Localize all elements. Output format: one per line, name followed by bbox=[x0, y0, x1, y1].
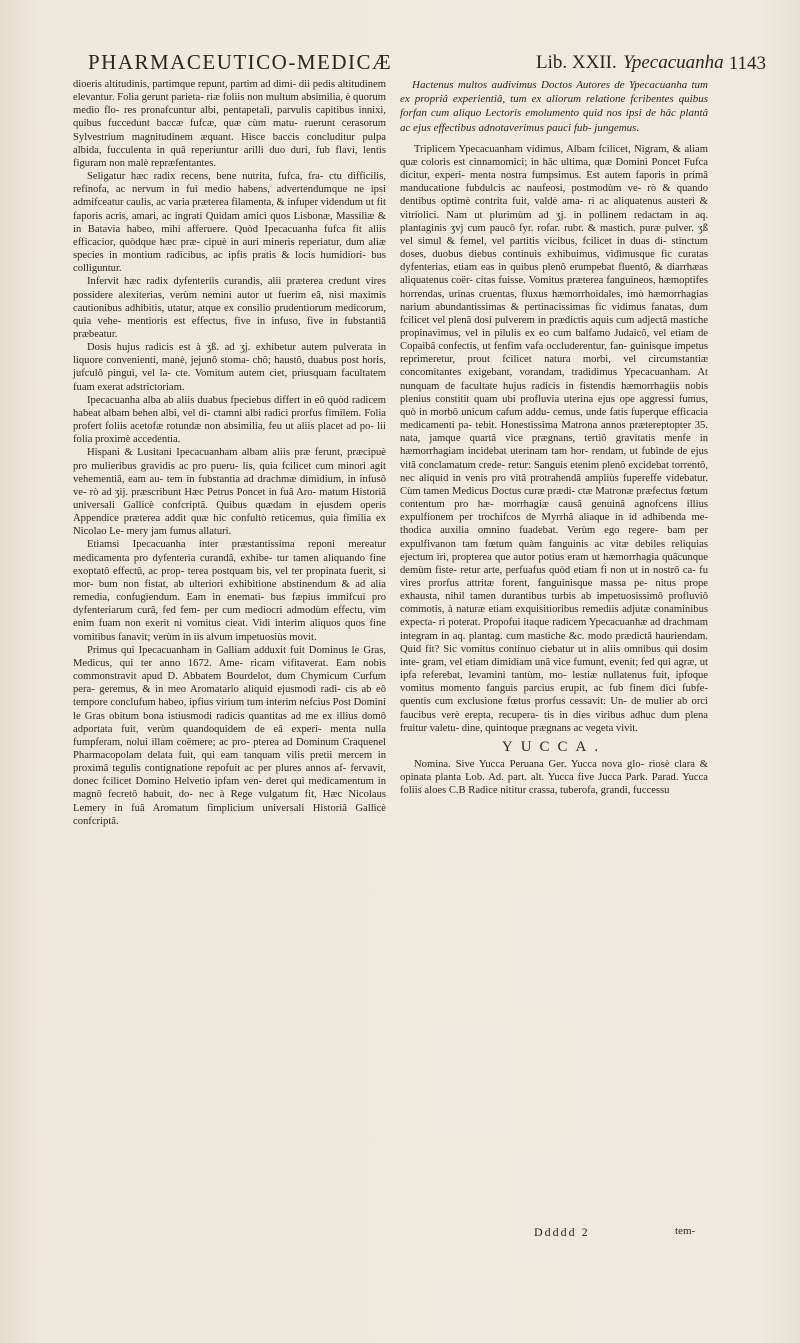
paragraph: Etiamsi Ipecacuanha inter præstantissima reponi mereatur medicamenta pro dyfenteria curandâ, exhibe- tur tamen aliquando fine exoptatô effectû, ac prop- terea postquam bis, vel ter propinata fuerit, si mor- bum non fistat, ab ulteriori exhibitione abstinendum & ad alia remedia, confugiendum. Eam in enemati- bus fæpius immifcui pro dyfenteriarum curâ, fed fem- per cum mediocri admodùm effectu, vim enim fuam non exerit ni vomitus cieat. Vidi interim aliquos quos fine vomitibus fanavit; verùm in iis alvum impetuosiùs movit. bbox=[73, 539, 386, 643]
catchword: tem- bbox=[675, 1225, 696, 1237]
right-column bbox=[400, 78, 708, 797]
paragraph: Seligatur hæc radix recens, bene nutrita, fufca, fra- ctu difficilis, refinofa, ac nervum in fui medio habens, advertendumque ne ipsi admifceatur caulis, ac varia præterea filamenta, & infuper videndum ut fit faporis acris, amari, ac ingrati Quidam amici quos Lisbonæ, Massiliæ & in Batavia habeo, mihi afferuere. Quòd Ipecacuanha fufca fit aliis efficacior, quòdque hæc præ- cipuè in auri mineris reperiatur, dum aliæ species in montium radicibus, ac ipfis pratis & locis humidiori- bus colliguntur. bbox=[73, 171, 386, 275]
paragraph: Hispani & Lusitani Ipecacuanham albam aliis præ ferunt, præcipuè pro mulieribus gravidis ac pro pueru- lis, quia fcilicet cum minori agit vehementiâ, eam au- tem in fubstantia ad drachmæ dimidium, in infusô ve- rò ad ʒij. præscribunt Hæc Petrus Poncet in fuâ Aro- matum Historiâ universali Gallicè confcriptâ. Quibus quædam in ejusdem operis Appendice præterea addit quæ hic confultò reticemus, quia fimilia ex Nicolao Le- mery jam fumus allaturi. bbox=[73, 447, 386, 538]
paragraph: Infervit hæc radix dyfenteriis curandis, alii præterea credunt vires possidere alexiterias, verùm nemini autor ut fuerim eâ, nisi maximis cautionibus adhibitis, utatur, atque ex consilio prudentiorum medicorum, quia vehe- mentioris est effectus, five in infuso, five in fubstantiâ præbeatur. bbox=[73, 276, 386, 340]
section-heading-yucca: YUCCA. bbox=[501, 738, 607, 755]
book-number: Lib. XXII. bbox=[536, 52, 617, 73]
page-header bbox=[88, 50, 766, 76]
paragraph: Primus qui Ipecacuanham in Galliam adduxit fuit Dominus le Gras, Medicus, qui ter anno 1672. Ame- ricam vifitaverat. Eam nobis commonstravit apud D. Abbatem Bourdelot, dum Chymicum Curfum pera- geremus, & in meo Aromatario aliquid ejusmodi radi- cis ab eô tempore conclufum habeo, ipfius virium tum interim nefcius Post Domini le Gras obitum bona istiusmodi radicis quantitas ad me ex illius domô adportata fuit, verùm quandoquidem de eâ experi- menta nulla fumpferam, nolui illam coëmere; ac pro- pterea ad Dominum Craquenel Pharmacopolam delata fuit, qui eam tanquam vilis pretii mercem in proximâ tegulis contignatione repofuit ac per plures annos af- fervavit, donec fcilicet Domino Helvetio ipfam ven- deret qui medicamentum in magnô fecretô habuit, do- nec à Rege vulgatum fit, Hæc Nicolaus Lemery in fuâ Aromatum fimplicium universali Historiâ Gallicè confcriptâ. bbox=[73, 644, 386, 827]
paragraph: Nomina. Sive Yucca Peruana Ger. Yucca nova glo- riosè clara & opinata planta Lob. Ad. part. alt. Yucca five Jucca Park. Parad. Yucca foliis aloes C.B Radice nititur crassa, tuberofa, grandi, fuccessu bbox=[400, 759, 708, 797]
running-title: PHARMACEUTICO-MEDICÆ bbox=[88, 50, 393, 74]
paragraph: Ipecacuanha alba ab aliis duabus fpeciebus differt in eô quòd radicem habeat albam behen albi, vel di- ctamni albi radici prorfus fimilem. Folia profert foliis acetofæ rotundæ non absimilia, feu ut aliis placet ad po- lii folia proximè accedentia. bbox=[73, 394, 386, 446]
section-title: Ypecacuanha bbox=[623, 52, 724, 73]
signature-mark: Ddddd 2 bbox=[534, 1225, 590, 1239]
italic-note: Hactenus multos audivimus Doctos Autores de Ypecacuanha tum ex propriâ experientiâ, tum ex aliorum relatione fcribentes quibus forfan cum aliquo Lectoris emolumento quid nos ipsi de hâc plantâ ac ejus effectibus adnotaverimus pauci fub- jungemus. bbox=[400, 79, 708, 134]
paragraph: Triplicem Ypecacuanham vidimus, Albam fcilicet, Nigram, & aliam quæ coloris est cinnamomici; in hâc ultima, quæ Domini Poncet Fufca dicitur, experi- menta nostra fumpsimus. Est autem faporis in primâ manducatione fubdulcis ac naufeosi, postmodùm ve- rò & quando dentibus optimè contrita fuit, valdè ama- ri ac aliquatenus austeri & vitriolici. Nam ut plurimùm ad ʒj. in pollinem redactam in aq. plantaginis ʒvj cum paucô fyr. rofar. rubr. & mastich. puræ pulver. ʒß vel simul & femel, vel partitis vicibus, fcilicet in duas di- stinctum doses, duobus diebus continuis exhibuimus, vidimusque fic curatas dyfenterias, etiam eas in quibus plenô erumpebat fluentô, & diarrhæas aliquatenus coër- citas fuisse. Vomitus præterea fanguineos, hæmoptifes horrendas, urinas cruentas, fluxus hæmorrhoidales, imò hæmorrhagias narium abundantissimas & pertinacissimas fic vidimus fanatas, dum fcilicet vel plenâ dosi pulverem in prædictis aquis cum adjectâ mastiche propinavimus, vel in pilulis ex eo cum balfamo Judaicô, vel etiam de Copaibâ confectis, ut fenfim vafa occluderentur, fan- guinisque impetus reprimeretur, prout fcilicet natura morbi, vel circumstantiæ concomitantes exigebant, vorandam, tradidimus Ypecacuanham. At nunquam de facultate hujus radicis in fistendis hæmorrhagiis nobis plenius constitit quam ubi profluvia uterina ejus ope aggressi fumus, quò in morbô unicum cafum addu- cemus, unde fatis fuperque efficacia medicamenti pa- tebit. Honestissima Matrona annos prætereptopter 35. nata, jamque quartâ vice prægnans, tertiô gravitatis menfe in hæmorrhagiam incidebat uterinam tam hor- rendam, ut fubinde de ejus vitâ conclamatum crede- retur: Sanguis etenim plenô excidebat torrentô, nec aliquid in venis pro vitâ protrahendâ ampliùs fupereffe videbatur. Cùm tamen Medicus Doctus curæ prædi- ctæ Matronæ præfectus fœtum contentum pro hæ- morrhagiæ causâ genuinâ agnofcens illius expulfionem per trochifcos de Myrrhâ aliaque in id adhibenda me- thodica auxilia omnino fuadebat. Verùm ego regere- bam per expulfivanon tam fœtum quàm fanguinis ac vitæ debiles reliquias ejectum iri, propterea que autor potius eram ut hæmorrhagia quâcunque demùm fiste- retur arte, perfuafus quòd etiam fi non ut in nostrô ca- fu vires prorfus attritæ forent, fanguinisque massa pe- nitus prope exhausta, nihil tamen durantibus turbis ab impetuosissimô profluviô commotis, à naturæ etiam exquisitioribus remediis adjutæ conaminibus expecta- ri poterat. Propofui itaque radicem Ypecacuanhæ ad drachmam integram in aq. plantag. cum mastiche &c. modo prædictâ hauriendam. Quid fit? Sic vomitus continuo ciebatur ut in aliis omnibus qui dosim inte- gram, vel etiam dimidiam unâ vice fumunt, evenit; fed qui agræ, ut ipfa referebat, levamini tantùm, mo- lestiæ nullatenus fuit, ipfoque vomitus momento fanguis parcius erupit, ac fub finem dici fubfe- quentis cum exclusione fœtus prorfus cessavit: Un- de mulier ab orci faucibus verè erepta, recupera- tis in dies viribus adhuc dum plena fruitur valetu- dine, quintoque prægnans ac vegeta vivit. bbox=[400, 143, 708, 734]
left-column bbox=[73, 78, 386, 828]
page-number: 1143 bbox=[728, 53, 766, 74]
paragraph: dioeris altitudinis, partimque repunt, partim ad dimi- dii pedis altitudinem elevantur. Folia gerunt parieta- riæ foliis non multum absimilia, è quorum medio flo- res pronafcuntur albi, pentapetali, parvulis capitibus innixi, quibus fuccedunt baccæ fufcæ, quæ cùm matu- ruerunt cerasorum Sylvestrium magnitudinem æquant. Hisce baccis concluditur pulpa albida, fucculenta in quâ reperiuntur arilli duo duri, fub flavi, lentis figuram non malè repræfentantes. bbox=[73, 79, 386, 169]
paragraph: Dosis hujus radicis est à ʒß. ad ʒj. exhibetur autem pulverata in liquore convenienti, manè, jejunô stoma- chô; haustô, duabus post horis, jufculô pingui, vel la- cte. Vomitum autem ciet, priusquam facultatem fuam exerat adstrictoriam. bbox=[73, 342, 386, 393]
